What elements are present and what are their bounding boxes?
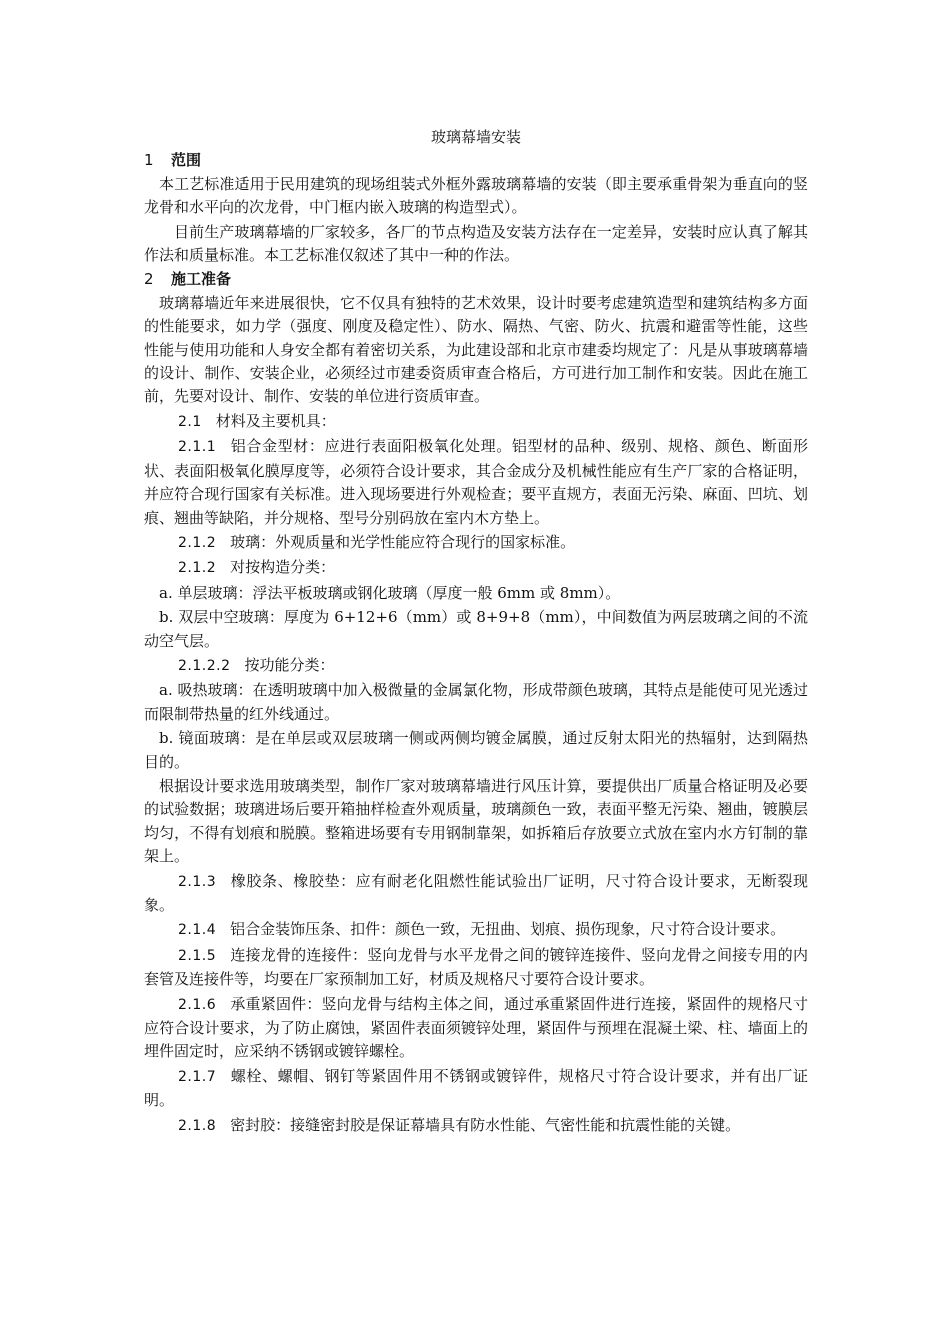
subsection-2-1 bbox=[144, 410, 808, 434]
subsection-text: 铝合金装饰压条、扣件：颜色一致，无扭曲、划痕、损伤现象，尺寸符合设计要求。 bbox=[230, 920, 786, 939]
subsection-code: 2.1.2.2 bbox=[178, 657, 231, 674]
paragraph: 目前生产玻璃幕墙的厂家较多，各厂的节点构造及安装方法存在一定差异，安装时应认真了解其作法和质量标准。本工艺标准仅叙述了其中一种的作法。 bbox=[144, 222, 808, 265]
section-heading-scope bbox=[144, 149, 808, 172]
subsection-2-1-7 bbox=[144, 1065, 808, 1113]
subsection-text: 铝合金型材：应进行表面阳极氧化处理。铝型材的品种、级别、规格、颜色、断面形状、表面阳极氧化膜厚度等，必须符合设计要求，其合金成分及机械性能应有生产厂家的合格证明，并应符合现行国家有关标准。进入现场要进行外观检查；要平直规方，表面无污染、麻面、凹坑、划痕、翘曲等缺陷，并分规格、型号分别码放在室内木方垫上。 bbox=[144, 437, 808, 527]
section-title: 范围 bbox=[171, 151, 202, 170]
list-item: a. 单层玻璃：浮法平板玻璃或钢化玻璃（厚度一般 6mm 或 8mm）。 bbox=[159, 583, 621, 602]
subsection-2-1-6 bbox=[144, 993, 808, 1064]
subsection-code: 2.1.2 bbox=[178, 534, 217, 551]
subsection-text: 按功能分类： bbox=[244, 655, 335, 674]
list-item: b. 镜面玻璃：是在单层或双层玻璃一侧或两侧均镀金属膜，通过反射太阳光的热辐射，达到隔热目的。 bbox=[144, 729, 808, 771]
section-title: 施工准备 bbox=[171, 270, 232, 289]
subsection-code: 2.1 bbox=[178, 413, 202, 430]
document-title: 玻璃幕墙安装 bbox=[430, 128, 521, 146]
subsection-text: 对按构造分类： bbox=[230, 558, 336, 577]
subsection-2-1-2-structure bbox=[144, 556, 808, 580]
subsection-code: 2.1.3 bbox=[178, 873, 217, 890]
subsection-2-1-5 bbox=[144, 944, 808, 992]
paragraph: 玻璃幕墙近年来进展很快，它不仅具有独特的艺术效果，设计时要考虑建筑造型和建筑结构多方面的性能要求，如力学（强度、刚度及稳定性）、防水、隔热、气密、防火、抗震和避雷等性能，这些性能与使用功能和人身安全都有着密切关系，为此建设部和北京市建委均规定了：凡是从事玻璃幕墙的设计、制作、安装企业，必须经过市建委资质审查合格后，方可进行加工制作和安装。因此在施工前，先要对设计、制作、安装的单位进行资质审查。 bbox=[144, 293, 808, 406]
section-number: 2 bbox=[144, 270, 154, 289]
subsection-2-1-2 bbox=[144, 531, 808, 555]
subsection-2-1-8 bbox=[144, 1114, 808, 1138]
subsection-text: 螺栓、螺帽、钢钉等紧固件用不锈钢或镀锌件，规格尺寸符合设计要求，并有出厂证明。 bbox=[144, 1066, 808, 1110]
subsection-code: 2.1.1 bbox=[178, 439, 217, 456]
paragraph: 本工艺标准适用于民用建筑的现场组装式外框外露玻璃幕墙的安装（即主要承重骨架为垂直向的竖龙骨和水平向的次龙骨，中门框内嵌入玻璃的构造型式）。 bbox=[144, 174, 808, 217]
subsection-code: 2.1.4 bbox=[178, 922, 217, 939]
list-item: b. 双层中空玻璃：厚度为 6+12+6（mm）或 8+9+8（mm），中间数值为两层玻璃之间的不流动空气层。 bbox=[144, 608, 808, 650]
subsection-code: 2.1.5 bbox=[178, 947, 217, 964]
subsection-code: 2.1.2 bbox=[178, 560, 217, 577]
subsection-code: 2.1.6 bbox=[178, 996, 217, 1013]
list-item: a. 吸热玻璃：在透明玻璃中加入极微量的金属氯化物，形成带颜色玻璃，其特点是能使可见光透过而限制带热量的红外线通过。 bbox=[144, 681, 808, 723]
subsection-2-1-4 bbox=[144, 918, 808, 942]
subsection-text: 承重紧固件：竖向龙骨与结构主体之间，通过承重紧固件进行连接，紧固件的规格尺寸应符合设计要求，为了防止腐蚀，紧固件表面须镀锌处理，紧固件与预埋在混凝土梁、柱、墙面上的埋件固定时，应采纳不锈钢或镀锌螺栓。 bbox=[144, 994, 808, 1061]
subsection-2-1-1 bbox=[144, 435, 808, 530]
subsection-text: 材料及主要机具： bbox=[215, 411, 336, 430]
subsection-2-1-3 bbox=[144, 870, 808, 918]
section-number: 1 bbox=[144, 151, 154, 170]
paragraph: 根据设计要求选用玻璃类型，制作厂家对玻璃幕墙进行风压计算，要提供出厂质量合格证明及必要的试验数据；玻璃进场后要开箱抽样检查外观质量，玻璃颜色一致，表面平整无污染、翘曲，镀膜层均匀，不得有划痕和脱膜。整箱进场要有专用钢制靠架，如拆箱后存放要立式放在室内水方钉制的靠架上。 bbox=[144, 776, 808, 866]
subsection-text: 玻璃：外观质量和光学性能应符合现行的国家标准。 bbox=[230, 532, 576, 551]
subsection-code: 2.1.8 bbox=[178, 1117, 217, 1134]
section-heading-preparation bbox=[144, 268, 808, 291]
subsection-text: 橡胶条、橡胶垫：应有耐老化阻燃性能试验出厂证明，尺寸符合设计要求，无断裂现象。 bbox=[144, 871, 808, 914]
subsection-2-1-2-2 bbox=[144, 654, 808, 678]
subsection-code: 2.1.7 bbox=[178, 1068, 217, 1085]
subsection-text: 连接龙骨的连接件：竖向龙骨与水平龙骨之间的镀锌连接件、竖向龙骨之间接专用的内套管及连接件等，均要在厂家预制加工好，材质及规格尺寸要符合设计要求。 bbox=[144, 945, 808, 989]
subsection-text: 密封胶：接缝密封胶是保证幕墙具有防水性能、气密性能和抗震性能的关键。 bbox=[230, 1115, 741, 1134]
